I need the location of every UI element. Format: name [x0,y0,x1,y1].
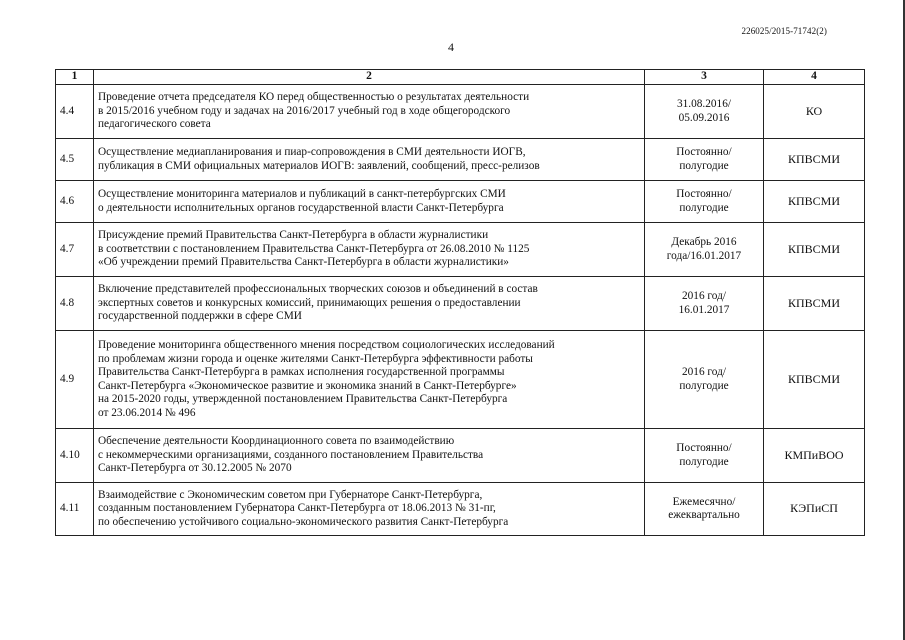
table-row [56,429,865,483]
row-deadline [645,331,764,429]
table-row [56,85,865,139]
row-responsible: КПВСМИ [764,139,865,181]
description-line: Правительства Санкт-Петербурга в рамках исполнения государственной программы [98,366,505,378]
row-responsible: КПВСМИ [764,223,865,277]
table-row [56,139,865,181]
description-line: Санкт-Петербурга от 30.12.2005 № 2070 [98,462,292,475]
description-line: о деятельности исполнительных органов государственной власти Санкт-Петербурга [98,201,504,214]
description-line: от 23.06.2014 № 496 [98,406,196,419]
description-line: в соответствии с постановлением Правительства Санкт-Петербурга от 26.08.2010 № 1125 [98,242,530,255]
description-line: «Об учреждении премий Правительства Санкт-Петербурга в области журналистики» [98,256,509,269]
description-line: Санкт-Петербурга «Экономическое развитие и экономика знаний в Санкт-Петербурге» [98,379,517,392]
row-responsible: КО [764,85,865,139]
row-number: 4.11 [56,483,94,536]
description-line: по проблемам жизни города и оценке жителями Санкт-Петербурга эффективности работы [98,352,533,365]
plan-table [55,69,865,536]
deadline-line: Постоянно/ [676,442,732,454]
row-deadline [645,277,764,331]
row-responsible: КМПиВОО [764,429,865,483]
table-row [56,277,865,331]
row-deadline [645,85,764,139]
description-line: с некоммерческими организациями, созданного постановлением Правительства [98,448,484,461]
description-line: созданным постановлением Губернатора Санкт-Петербурга от 18.06.2013 № 31-пг, [98,502,496,515]
row-description [94,139,645,181]
deadline-line: полугодие [679,201,729,214]
row-responsible: КЭПиСП [764,483,865,536]
row-number: 4.10 [56,429,94,483]
column-header: 4 [764,70,865,85]
row-number: 4.5 [56,139,94,181]
row-description [94,85,645,139]
deadline-line: полугодие [679,455,729,468]
column-header: 2 [94,70,645,85]
row-deadline [645,429,764,483]
description-line: экспертных советов и конкурсных комиссий, принимающих решения о предоставлении [98,296,521,309]
row-responsible: КПВСМИ [764,331,865,429]
description-line: государственной поддержки в сфере СМИ [98,310,302,323]
description-line: Включение представителей профессиональных творческих союзов и объединений в состав [98,283,538,296]
table-row [56,181,865,223]
document-number: 226025/2015-71742(2) [741,26,827,36]
table-row [56,483,865,536]
row-number: 4.9 [56,331,94,429]
description-line: Присуждение премий Правительства Санкт-Петербурга в области журналистики [98,229,489,242]
deadline-line: 16.01.2017 [678,303,730,316]
deadline-line: 31.08.2016/ [677,98,731,110]
description-line: Обеспечение деятельности Координационного совета по взаимодействию [98,435,455,448]
row-description [94,429,645,483]
description-line: Проведение отчета председателя КО перед общественностью о результатах деятельности [98,91,530,104]
deadline-line: года/16.01.2017 [666,249,742,262]
deadline-line: 05.09.2016 [678,111,730,124]
description-line: на 2015-2020 годы, утвержденной постановлением Правительства Санкт-Петербурга [98,393,508,405]
row-description [94,277,645,331]
row-description [94,483,645,536]
row-deadline [645,139,764,181]
row-number: 4.8 [56,277,94,331]
page-number: 4 [448,40,454,54]
table-row [56,223,865,277]
row-description [94,223,645,277]
description-line: в 2015/2016 учебном году и задачах на 2016/2017 учебный год в ходе общегородского [98,104,511,117]
deadline-line: Постоянно/ [676,146,732,158]
description-line: публикация в СМИ официальных материалов ИОГВ: заявлений, сообщений, пресс-релизов [98,159,540,172]
column-header: 1 [56,70,94,85]
table-body [56,85,865,536]
row-number: 4.4 [56,85,94,139]
description-line: Осуществление медиапланирования и пиар-сопровождения в СМИ деятельности ИОГВ, [98,146,526,158]
description-line: по обеспечению устойчивого социально-экономического развития Санкт-Петербурга [98,515,509,528]
row-deadline [645,223,764,277]
row-description [94,181,645,223]
column-header: 3 [645,70,764,85]
deadline-line: Декабрь 2016 [671,236,737,248]
row-number: 4.6 [56,181,94,223]
row-number: 4.7 [56,223,94,277]
deadline-line: 2016 год/ [682,366,726,378]
deadline-line: 2016 год/ [682,290,726,302]
row-description [94,331,645,429]
table-header-row [56,70,865,85]
deadline-line: Ежемесячно/ [672,495,736,508]
description-line: педагогического совета [98,118,211,131]
description-line: Осуществление мониторинга материалов и публикаций в санкт-петербургских СМИ [98,188,506,200]
row-deadline [645,181,764,223]
deadline-line: полугодие [679,379,729,392]
description-line: Проведение мониторинга общественного мнения посредством социологических исследований [98,339,555,351]
row-responsible: КПВСМИ [764,277,865,331]
deadline-line: полугодие [679,159,729,172]
row-deadline [645,483,764,536]
deadline-line: Постоянно/ [676,188,732,200]
row-responsible: КПВСМИ [764,181,865,223]
deadline-line: ежеквартально [668,509,740,521]
description-line: Взаимодействие с Экономическим советом при Губернаторе Санкт-Петербурга, [98,488,483,501]
table-row [56,331,865,429]
